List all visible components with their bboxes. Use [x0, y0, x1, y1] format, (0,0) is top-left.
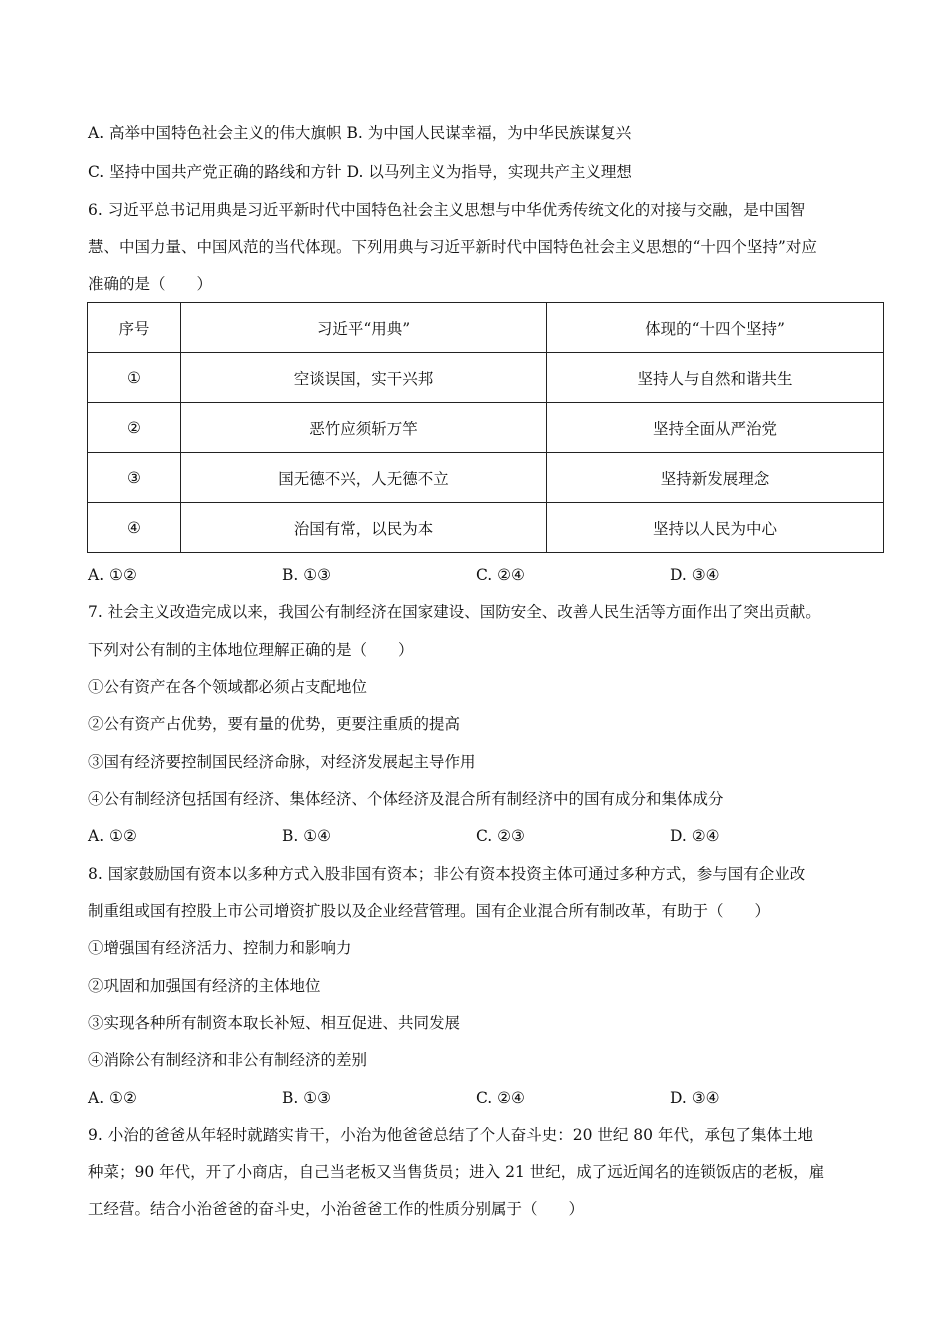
q9-stem-line-3: 工经营。结合小治爸爸的奋斗史，小治爸爸工作的性质分别属于（ ） — [88, 1200, 585, 1218]
option-c: C. ②④ — [476, 1089, 525, 1107]
q7-item-2: ②公有资产占优势，要有量的优势，更要注重质的提高 — [88, 715, 461, 733]
table-cell-quote: 治国有常，以民为本 — [181, 503, 547, 553]
q7-item-3: ③国有经济要控制国民经济命脉，对经济发展起主导作用 — [88, 753, 476, 771]
table-cell-quote: 空谈误国，实干兴邦 — [181, 353, 547, 403]
q6-table — [87, 302, 884, 553]
q7-item-1: ①公有资产在各个领域都必须占支配地位 — [88, 678, 368, 696]
option-a: A. ①② — [88, 566, 137, 584]
table-cell-number: ① — [88, 353, 181, 403]
table-cell-number: ④ — [88, 503, 181, 553]
q8-item-4: ④消除公有制经济和非公有制经济的差别 — [88, 1051, 368, 1069]
table-row — [88, 403, 884, 453]
option-d: D. ③④ — [670, 566, 720, 584]
option-d: D. ③④ — [670, 1089, 720, 1107]
option-b: B. ①③ — [282, 1089, 332, 1107]
q5-options-line-1: A. 高举中国特色社会主义的伟大旗帜 B. 为中国人民谋幸福，为中华民族谋复兴 — [88, 124, 632, 142]
option-a: A. ①② — [88, 827, 137, 845]
table-header-row — [88, 303, 884, 353]
option-a: A. ①② — [88, 1089, 137, 1107]
option-b: B. ①③ — [282, 566, 332, 584]
q6-options — [88, 565, 888, 585]
table-cell-principle: 坚持以人民为中心 — [547, 503, 884, 553]
q8-stem-line-2: 制重组或国有控股上市公司增资扩股以及企业经营管理。国有企业混合所有制改革，有助于（ ） — [88, 902, 771, 920]
q5-options-line-2: C. 坚持中国共产党正确的路线和方针 D. 以马列主义为指导，实现共产主义理想 — [88, 163, 632, 181]
table-cell-quote: 国无德不兴，人无德不立 — [181, 453, 547, 503]
q9-stem-line-2: 种菜；90 年代，开了小商店，自己当老板又当售货员；进入 21 世纪，成了远近闻名的连锁饭店的老板，雇 — [88, 1163, 825, 1181]
table-cell-principle: 坚持全面从严治党 — [547, 403, 884, 453]
q6-stem-line-1: 6. 习近平总书记用典是习近平新时代中国特色社会主义思想与中华优秀传统文化的对接与交融，是中国智 — [88, 201, 806, 219]
option-d: D. ②④ — [670, 827, 720, 845]
q7-options — [88, 826, 888, 846]
table-cell-quote: 恶竹应须斩万竿 — [181, 403, 547, 453]
table-cell-number: ② — [88, 403, 181, 453]
table-cell-number: ③ — [88, 453, 181, 503]
q9-stem-line-1: 9. 小治的爸爸从年轻时就踏实肯干，小治为他爸爸总结了个人奋斗史：20 世纪 80 年代，承包了集体土地 — [88, 1126, 813, 1144]
q8-options — [88, 1088, 888, 1108]
table-row — [88, 453, 884, 503]
q6-stem-line-2: 慧、中国力量、中国风范的当代体现。下列用典与习近平新时代中国特色社会主义思想的“十四个坚持”对应 — [88, 238, 817, 256]
table-cell-principle: 坚持新发展理念 — [547, 453, 884, 503]
table-cell-principle: 坚持人与自然和谐共生 — [547, 353, 884, 403]
table-header-cell: 习近平“用典” — [181, 303, 547, 353]
option-b: B. ①④ — [282, 827, 332, 845]
table-header-cell: 序号 — [88, 303, 181, 353]
option-c: C. ②③ — [476, 827, 525, 845]
q6-stem-line-3: 准确的是（ ） — [88, 275, 213, 293]
q7-stem-line-1: 7. 社会主义改造完成以来，我国公有制经济在国家建设、国防安全、改善人民生活等方面作出了突出贡献。 — [88, 603, 821, 621]
table-row — [88, 353, 884, 403]
q8-item-1: ①增强国有经济活力、控制力和影响力 — [88, 939, 352, 957]
q8-item-2: ②巩固和加强国有经济的主体地位 — [88, 977, 321, 995]
q7-item-4: ④公有制经济包括国有经济、集体经济、个体经济及混合所有制经济中的国有成分和集体成分 — [88, 790, 724, 808]
table-row — [88, 503, 884, 553]
q8-stem-line-1: 8. 国家鼓励国有资本以多种方式入股非国有资本；非公有资本投资主体可通过多种方式，参与国有企业改 — [88, 865, 806, 883]
q7-stem-line-2: 下列对公有制的主体地位理解正确的是（ ） — [88, 641, 414, 659]
q8-item-3: ③实现各种所有制资本取长补短、相互促进、共同发展 — [88, 1014, 461, 1032]
table-header-cell: 体现的“十四个坚持” — [547, 303, 884, 353]
option-c: C. ②④ — [476, 566, 525, 584]
